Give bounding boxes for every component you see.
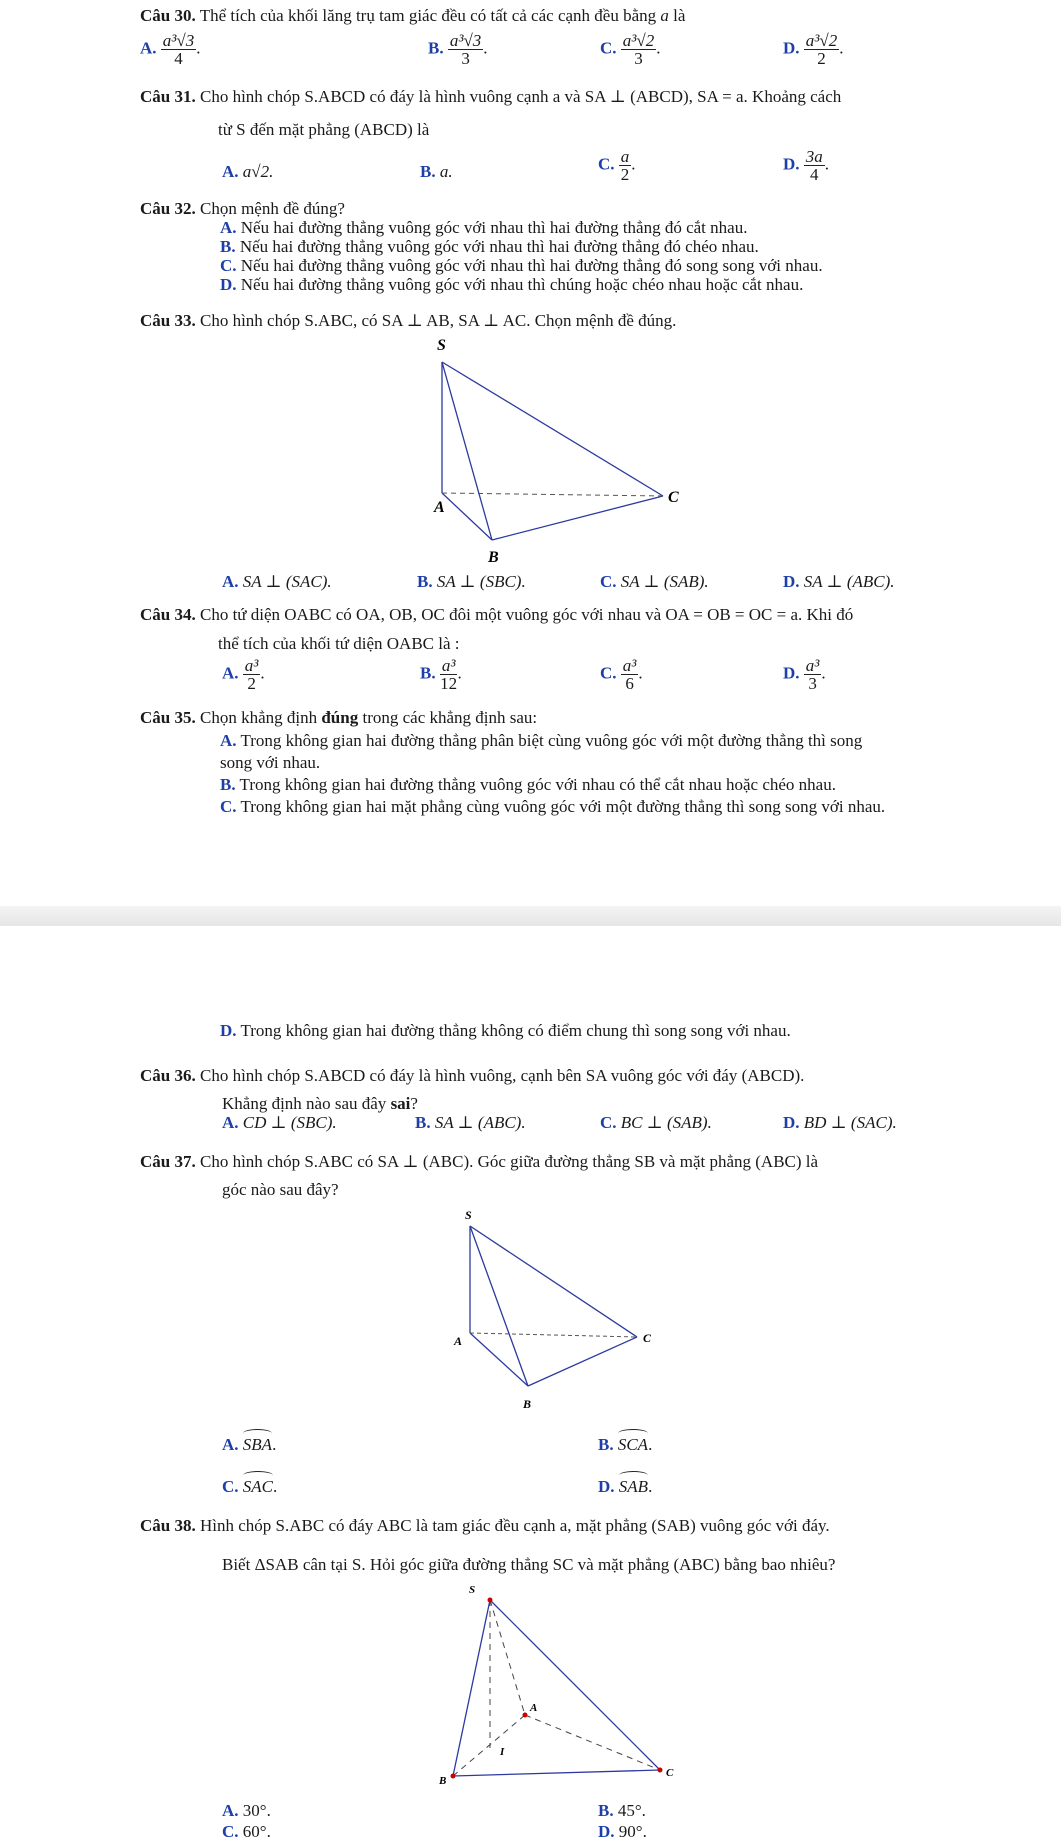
q30-opt-a: A. $\frac{\text{a³√3}}{4}$ . — [140, 31, 201, 68]
q35-opt-a: A. Trong không gian hai đường thẳng phân biệt cùng vuông góc với một đường thẳng thì song — [220, 731, 863, 750]
q30-stem — [140, 6, 685, 26]
edge-AC — [442, 493, 663, 496]
q37-stem: Câu 37. Cho hình chóp S.ABC có SA ⊥ (ABC). Góc giữa đường thẳng SB và mặt phẳng (ABC) là — [140, 1152, 819, 1171]
point-A — [523, 1713, 528, 1718]
edge-BC — [453, 1770, 660, 1776]
edge-SC — [470, 1226, 637, 1337]
label-B: B — [488, 549, 499, 566]
label-S: S — [465, 1208, 472, 1222]
edge-SB — [442, 362, 492, 540]
edge-AB — [470, 1333, 528, 1386]
q36-stem: Câu 36. Cho hình chóp S.ABCD có đáy là hình vuông, cạnh bên SA vuông góc với đáy (ABCD). — [140, 1066, 805, 1085]
q38-figure — [430, 1580, 690, 1790]
q32-opt-c: C. Nếu hai đường thẳng vuông góc với nhau thì hai đường thẳng đó song song với nhau. — [220, 256, 823, 275]
q34-opt-c: C. $\frac{\text{a³}}{6}$ . — [600, 656, 643, 693]
q38-stem: Câu 38. Hình chóp S.ABC có đáy ABC là tam giác đều cạnh a, mặt phẳng (SAB) vuông góc với đáy. — [140, 1516, 830, 1535]
q33-opt-d: D. SA ⊥ (ABC). — [783, 572, 895, 591]
q30-opt-c: C. $\frac{\text{a³√2}}{3}$ . — [600, 31, 661, 68]
page-separator — [0, 906, 1061, 926]
label-S: S — [469, 1584, 476, 1596]
q37-opt-b: B. SCA. — [598, 1435, 653, 1454]
q33-opt-b: B. SA ⊥ (SBC). — [417, 572, 526, 591]
edge-AC — [525, 1715, 660, 1770]
q31-opt-a: A. a√2. — [222, 162, 274, 181]
point-S — [488, 1598, 493, 1603]
q31-stem: Câu 31. Cho hình chóp S.ABCD có đáy là hình vuông cạnh a và SA ⊥ (ABCD), SA = a. Khoảng cách — [140, 87, 842, 106]
q35-opt-b: B. Trong không gian hai đường thẳng vuông góc với nhau có thể cắt nhau hoặc chéo nhau. — [220, 775, 836, 794]
q36-opt-c: C. BC ⊥ (SAB). — [600, 1113, 712, 1132]
label-A: A — [434, 499, 445, 516]
q33-opt-c: C. SA ⊥ (SAB). — [600, 572, 709, 591]
q37-figure — [440, 1205, 670, 1425]
q31-opt-b: B. a. — [420, 162, 453, 181]
point-C — [658, 1768, 663, 1773]
label-A: A — [454, 1334, 463, 1348]
edge-BC — [492, 496, 663, 540]
q31-opt-c: C. $\frac{a}{2}$ . — [598, 147, 636, 184]
q35-opt-a-2: song với nhau. — [220, 753, 321, 772]
q32-opt-b: B. Nếu hai đường thẳng vuông góc với nhau thì hai đường thẳng đó chéo nhau. — [220, 237, 759, 256]
q37-stem-2: góc nào sau đây? — [222, 1180, 339, 1199]
edge-SB — [470, 1226, 528, 1386]
q36-opt-d: D. BD ⊥ (SAC). — [783, 1113, 897, 1132]
q31-stem-2: từ S đến mặt phẳng (ABCD) là — [218, 120, 430, 139]
q30-text: Thể tích của khối lăng trụ tam giác đều có tất cả các cạnh đều bằng — [199, 6, 657, 25]
label-S: S — [437, 337, 446, 354]
q37-opt-a: A. SBA. — [222, 1435, 277, 1454]
q32-opt-a: A. Nếu hai đường thẳng vuông góc với nhau thì hai đường thẳng đó cắt nhau. — [220, 218, 748, 237]
q32-opt-d: D. Nếu hai đường thẳng vuông góc với nhau thì chúng hoặc chéo nhau hoặc cắt nhau. — [220, 275, 804, 294]
label-C: C — [643, 1331, 652, 1345]
q30-opt-d: D. $\frac{\text{a³√2}}{2}$ . — [783, 31, 844, 68]
q36-opt-b: B. SA ⊥ (ABC). — [415, 1113, 526, 1132]
label-B: B — [439, 1775, 447, 1787]
q31-opt-d: D. $\frac{3a}{4}$ . — [783, 147, 830, 184]
label-C: C — [668, 489, 679, 506]
q30-var: a — [660, 6, 669, 25]
edge-AB — [442, 493, 492, 540]
edge-SB — [453, 1600, 490, 1776]
q36-opt-a: A. CD ⊥ (SBC). — [222, 1113, 337, 1132]
edge-AC — [470, 1333, 637, 1337]
q38-opt-d: D. 90°. — [598, 1822, 647, 1841]
q33-stem: Câu 33. Cho hình chóp S.ABC, có SA ⊥ AB, SA ⊥ AC. Chọn mệnh đề đúng. — [140, 311, 677, 330]
q35-opt-c: C. Trong không gian hai mặt phẳng cùng vuông góc với một đường thẳng thì song song với nhau. — [220, 797, 886, 816]
q37-opt-d: D. SAB. — [598, 1477, 653, 1496]
q34-opt-d: D. $\frac{\text{a³}}{3}$ . — [783, 656, 826, 693]
q32-stem: Câu 32. Chọn mệnh đề đúng? — [140, 199, 345, 218]
q35-stem: Câu 35. Chọn khẳng định đúng trong các khẳng định sau: — [140, 708, 538, 727]
q38-opt-b: B. 45°. — [598, 1801, 646, 1820]
q30-end: là — [673, 6, 686, 25]
q38-stem-2: Biết ΔSAB cân tại S. Hỏi góc giữa đường thẳng SC và mặt phẳng (ABC) bằng bao nhiêu? — [222, 1555, 836, 1574]
edge-BC — [528, 1337, 637, 1386]
q30-label: Câu 30. — [140, 6, 196, 25]
q37-opt-c: C. SAC. — [222, 1477, 278, 1496]
q30-opt-b: B. $\frac{\text{a³√3}}{3}$ . — [428, 31, 488, 68]
q33-figure — [420, 330, 700, 570]
label-B: B — [523, 1397, 532, 1411]
q34-opt-b: B. $\frac{\text{a³}}{12}$ . — [420, 656, 462, 693]
point-B — [451, 1774, 456, 1779]
q34-opt-a: A. $\frac{\text{a³}}{2}$ . — [222, 656, 265, 693]
q34-stem: Câu 34. Cho tứ diện OABC có OA, OB, OC đôi một vuông góc với nhau và OA = OB = OC = a. Khi đó — [140, 605, 854, 624]
q38-opt-a: A. 30°. — [222, 1801, 271, 1820]
edge-SC — [442, 362, 663, 496]
label-C: C — [666, 1767, 674, 1779]
label-A: A — [530, 1702, 538, 1714]
q38-opt-c: C. 60°. — [222, 1822, 271, 1841]
q34-stem-2: thể tích của khối tứ diện OABC là : — [218, 634, 460, 653]
label-I: I — [500, 1746, 505, 1758]
q35-opt-d: D. Trong không gian hai đường thẳng không có điểm chung thì song song với nhau. — [220, 1021, 791, 1040]
q33-opt-a: A. SA ⊥ (SAC). — [222, 572, 332, 591]
q36-stem-2: Khẳng định nào sau đây sai? — [222, 1094, 418, 1113]
